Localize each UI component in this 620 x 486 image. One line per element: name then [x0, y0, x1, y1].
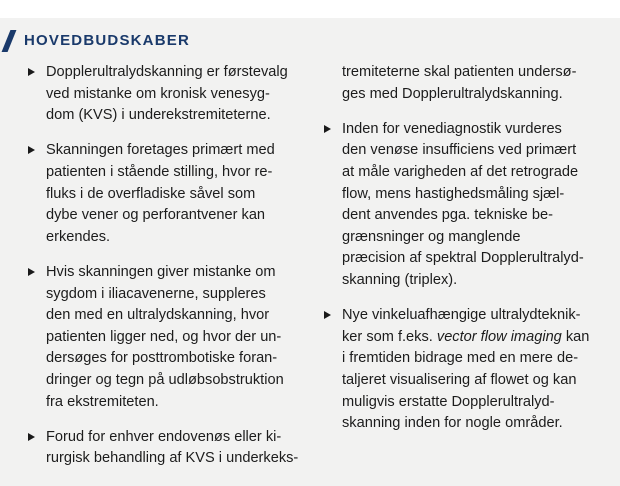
text-line: dybe vener og perforantvener kan	[46, 207, 266, 224]
text-line: ges med Dopplerultralydskanning.	[342, 85, 563, 102]
text-line: den med en ultralydskanning, hvor	[46, 307, 270, 324]
left-column	[24, 62, 299, 483]
triangle-bullet-icon	[28, 433, 35, 441]
text-line: grænsninger og manglende	[342, 228, 521, 245]
bullet-item	[320, 305, 600, 435]
text-line: ved mistanke om kronisk venesyg-	[46, 85, 270, 102]
text-line: fra ekstremiteten.	[46, 393, 159, 410]
text-line: præcision af spektral Dopplerultralyd-	[342, 250, 584, 267]
text-line: skanning (triplex).	[342, 271, 458, 288]
text-line: at måle varigheden af det retrograde	[342, 163, 579, 180]
text-line: Nye vinkeluafhængige ultralydteknik-	[342, 307, 581, 324]
text-line: dom (KVS) i underekstremiteterne.	[46, 107, 271, 124]
bullet-item	[24, 62, 292, 127]
text-line: Skanningen foretages primært med	[46, 142, 275, 159]
bullet-item	[24, 140, 292, 248]
text-line: Dopplerultralydskanning er førstevalg	[46, 64, 288, 80]
triangle-bullet-icon	[324, 125, 331, 133]
text-line: skanning inden for nogle områder.	[342, 415, 563, 432]
text-line: ker som f.eks. vector flow imaging kan	[342, 328, 590, 345]
text-line: den venøse insufficiens ved primært	[342, 142, 577, 159]
text-line: flow, mens hastighedsmåling sjæl-	[342, 185, 565, 202]
text-line: rurgisk behandling af KVS i underkeks-	[46, 450, 299, 467]
text-line: Inden for venediagnostik vurderes	[342, 120, 562, 137]
triangle-bullet-icon	[28, 146, 35, 154]
text-line: tremiteterne skal patienten undersø-	[342, 64, 577, 80]
text-line: Hvis skanningen giver mistanke om	[46, 263, 276, 280]
right-column	[320, 62, 600, 448]
text-line: Forud for enhver endovenøs eller ki-	[46, 428, 282, 445]
text-line: dersøges for posttrombotiske foran-	[46, 350, 278, 367]
triangle-bullet-icon	[324, 311, 331, 319]
triangle-bullet-icon	[28, 68, 35, 76]
text-line: patienten i stående stilling, hvor re-	[46, 163, 273, 180]
text-line: i fremtiden bidrage med en mere de-	[342, 350, 579, 367]
bullet-item	[320, 119, 600, 292]
triangle-bullet-icon	[28, 268, 35, 276]
text-line: erkendes.	[46, 228, 111, 245]
text-line: patienten ligger ned, og hvor der un-	[46, 328, 282, 345]
box-heading: HOVEDBUDSKABER	[24, 32, 190, 49]
bullet-continuation	[320, 62, 600, 105]
bullet-item	[24, 427, 299, 470]
italic-term: vector flow imaging	[436, 328, 562, 345]
text-line: muligvis erstatte Dopplerultralyd-	[342, 393, 555, 410]
bullet-item	[24, 262, 292, 413]
text-line: dringer og tegn på udløbsobstruktion	[46, 371, 284, 388]
text-line: dent anvendes pga. tekniske be-	[342, 207, 553, 224]
text-line: sygdom i iliacavenerne, suppleres	[46, 285, 266, 302]
text-line: fluks i de overfladiske såvel som	[46, 185, 256, 202]
text-line: taljeret visualisering af flowet og kan	[342, 371, 577, 388]
